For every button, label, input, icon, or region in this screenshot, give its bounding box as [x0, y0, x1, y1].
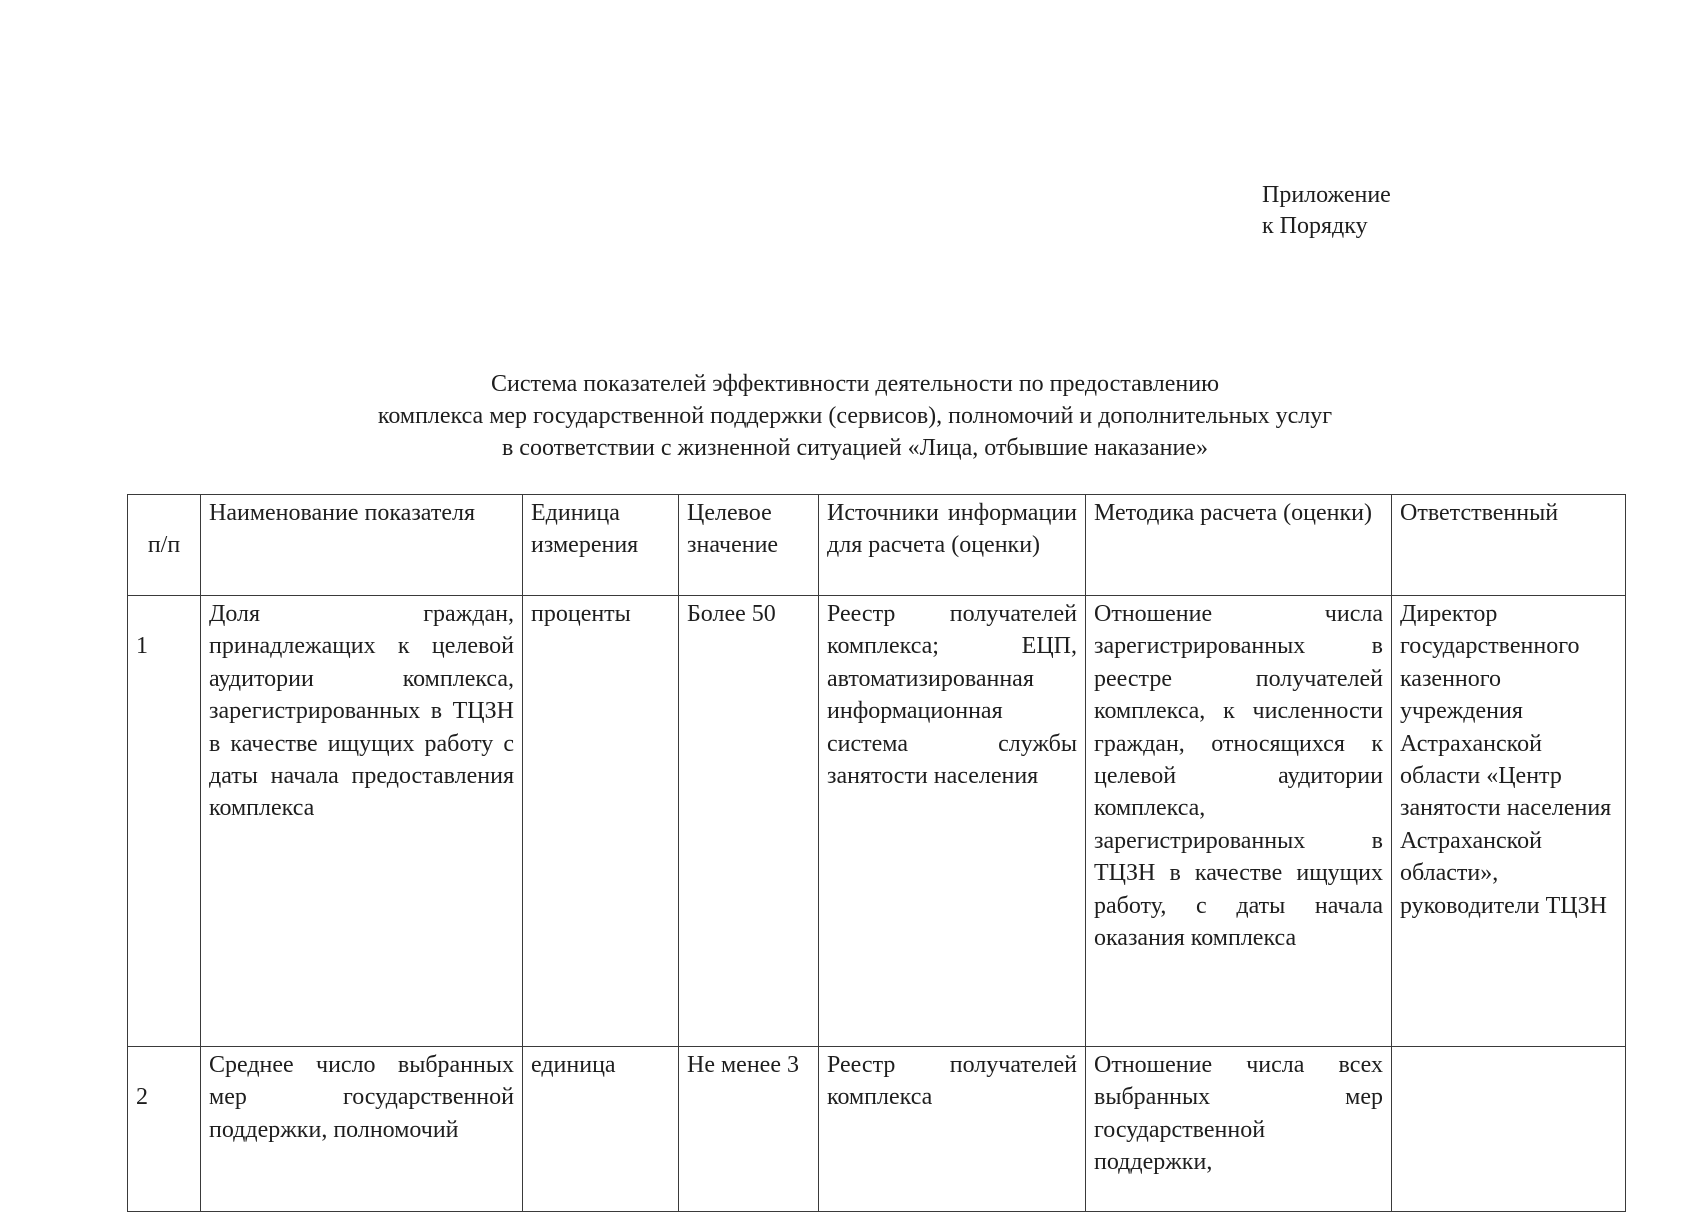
- row-number: 2: [128, 1047, 201, 1212]
- header-target-value: Целевое значение: [679, 495, 819, 596]
- table-header-row: [128, 495, 1626, 596]
- indicators-table: [127, 494, 1626, 1212]
- row-target-value: Не менее 3: [679, 1047, 819, 1212]
- table-row: [128, 596, 1626, 1047]
- title-line-2: комплекса мер государственной поддержки (сервисов), полномочий и дополнительных услуг: [377, 403, 1333, 429]
- header-unit: Единица измерения: [523, 495, 679, 596]
- row-responsible: [1392, 1047, 1626, 1212]
- row-method: Отношение числа всех выбранных мер государственной поддержки,: [1086, 1047, 1392, 1212]
- appendix-label: [1262, 180, 1391, 242]
- header-method: Методика расчета (оценки): [1086, 495, 1392, 596]
- row-unit: проценты: [523, 596, 679, 1047]
- table-row: [128, 1047, 1626, 1212]
- row-method: Отношение числа зарегистрированных в реестре получателей комплекса, к численности граждан, относящихся к целевой аудитории комплекса, зарегистрированных в ТЦЗН в качестве ищущих работу, с даты начала оказания комплекса: [1086, 596, 1392, 1047]
- row-sources: Реестр получателей комплекса: [819, 1047, 1086, 1212]
- row-number: 1: [128, 596, 201, 1047]
- row-sources: Реестр получателей комплекса; ЕЦП, автоматизированная информационная система службы занятости населения: [819, 596, 1086, 1047]
- row-unit: единица: [523, 1047, 679, 1212]
- document-title: [300, 368, 1410, 464]
- row-responsible: Директор государственного казенного учреждения Астраханской области «Центр занятости населения Астраханской области», руководители ТЦЗН: [1392, 596, 1626, 1047]
- row-indicator-name: Среднее число выбранных мер государственной поддержки, полномочий: [201, 1047, 523, 1212]
- title-line-3: в соответствии с жизненной ситуацией «Лица, отбывшие наказание»: [501, 435, 1209, 461]
- header-responsible: Ответственный: [1392, 495, 1626, 596]
- appendix-line-1: Приложение: [1262, 182, 1391, 208]
- appendix-line-2: к Порядку: [1262, 213, 1368, 239]
- header-sources: Источники информации для расчета (оценки): [819, 495, 1086, 596]
- title-line-1: Система показателей эффективности деятельности по предоставлению: [490, 371, 1219, 397]
- header-number: п/п: [128, 495, 201, 596]
- row-target-value: Более 50: [679, 596, 819, 1047]
- header-indicator-name: Наименование показателя: [201, 495, 523, 596]
- row-indicator-name: Доля граждан, принадлежащих к целевой аудитории комплекса, зарегистрированных в ТЦЗН в качестве ищущих работу с даты начала предоставления комплекса: [201, 596, 523, 1047]
